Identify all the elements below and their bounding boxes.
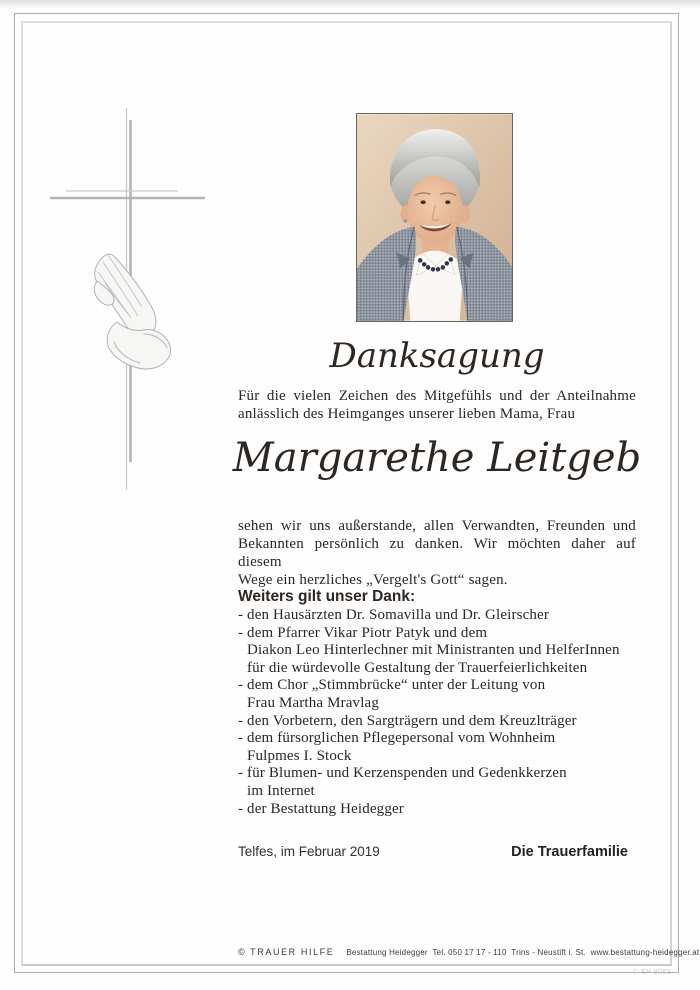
footer-brand: © TRAUER HILFE [238,947,335,957]
thanks-line: - dem Pfarrer Vikar Piotr Patyk und dem [238,624,488,641]
body-paragraph [238,517,636,589]
thanks-line: Frau Martha Mravlag [247,694,379,711]
deceased-name: Margarethe Leitgeb [232,435,642,481]
praying-hands-icon [84,250,182,382]
intro-line: anlässlich des Heimganges unserer lieben Mama, Frau [238,406,576,422]
signature: Die Trauerfamilie [511,844,628,860]
date-signature-row [238,844,628,860]
thanks-heading: Weiters gilt unser Dank: [238,588,416,605]
thanks-list [238,607,683,818]
funeral-home-footer [238,942,700,960]
footer-contact: Bestattung Heidegger Tel. 050 17 17 - 110 Trins - Neustift i. St. www.bestattung-heidegger.at [346,948,700,957]
print-code: © EP 9065 [633,969,672,976]
intro-line: Für die vielen Zeichen des Mitgefühls und der Anteilnahme [238,388,636,404]
card-title: Danksagung [329,336,545,376]
thanks-line: - dem Chor „Stimmbrücke“ unter der Leitung von [238,677,546,694]
body-line: Wege ein herzliches „Vergelt's Gott“ sagen. [238,572,508,588]
thanks-line: - den Vorbetern, den Sargträgern und dem Kreuzlträger [238,712,577,729]
thanks-line: - für Blumen- und Kerzenspenden und Gedenkkerzen [238,765,567,782]
portrait-photo [356,113,513,322]
thanks-line: - den Hausärzten Dr. Somavilla und Dr. Gleirscher [238,607,550,623]
place-date: Telfes, im Februar 2019 [238,844,380,859]
thanks-line: Diakon Leo Hinterlechner mit Ministranten und HelferInnen [247,642,620,659]
thanks-line: - der Bestattung Heidegger [238,800,404,817]
thanks-line: Fulpmes I. Stock [247,747,352,764]
body-line: sehen wir uns außerstande, allen Verwandten, Freunden und [238,518,636,534]
scan-edge-shading [0,0,700,9]
thanks-line: im Internet [247,782,315,799]
thanks-line: für die würdevolle Gestaltung der Trauerfeierlichkeiten [247,659,588,676]
intro-paragraph [238,387,636,423]
body-line: Bekannten persönlich zu danken. Wir möchten daher auf diesem [238,536,636,570]
thanks-line: - dem fürsorglichen Pflegepersonal vom Wohnheim [238,730,556,747]
